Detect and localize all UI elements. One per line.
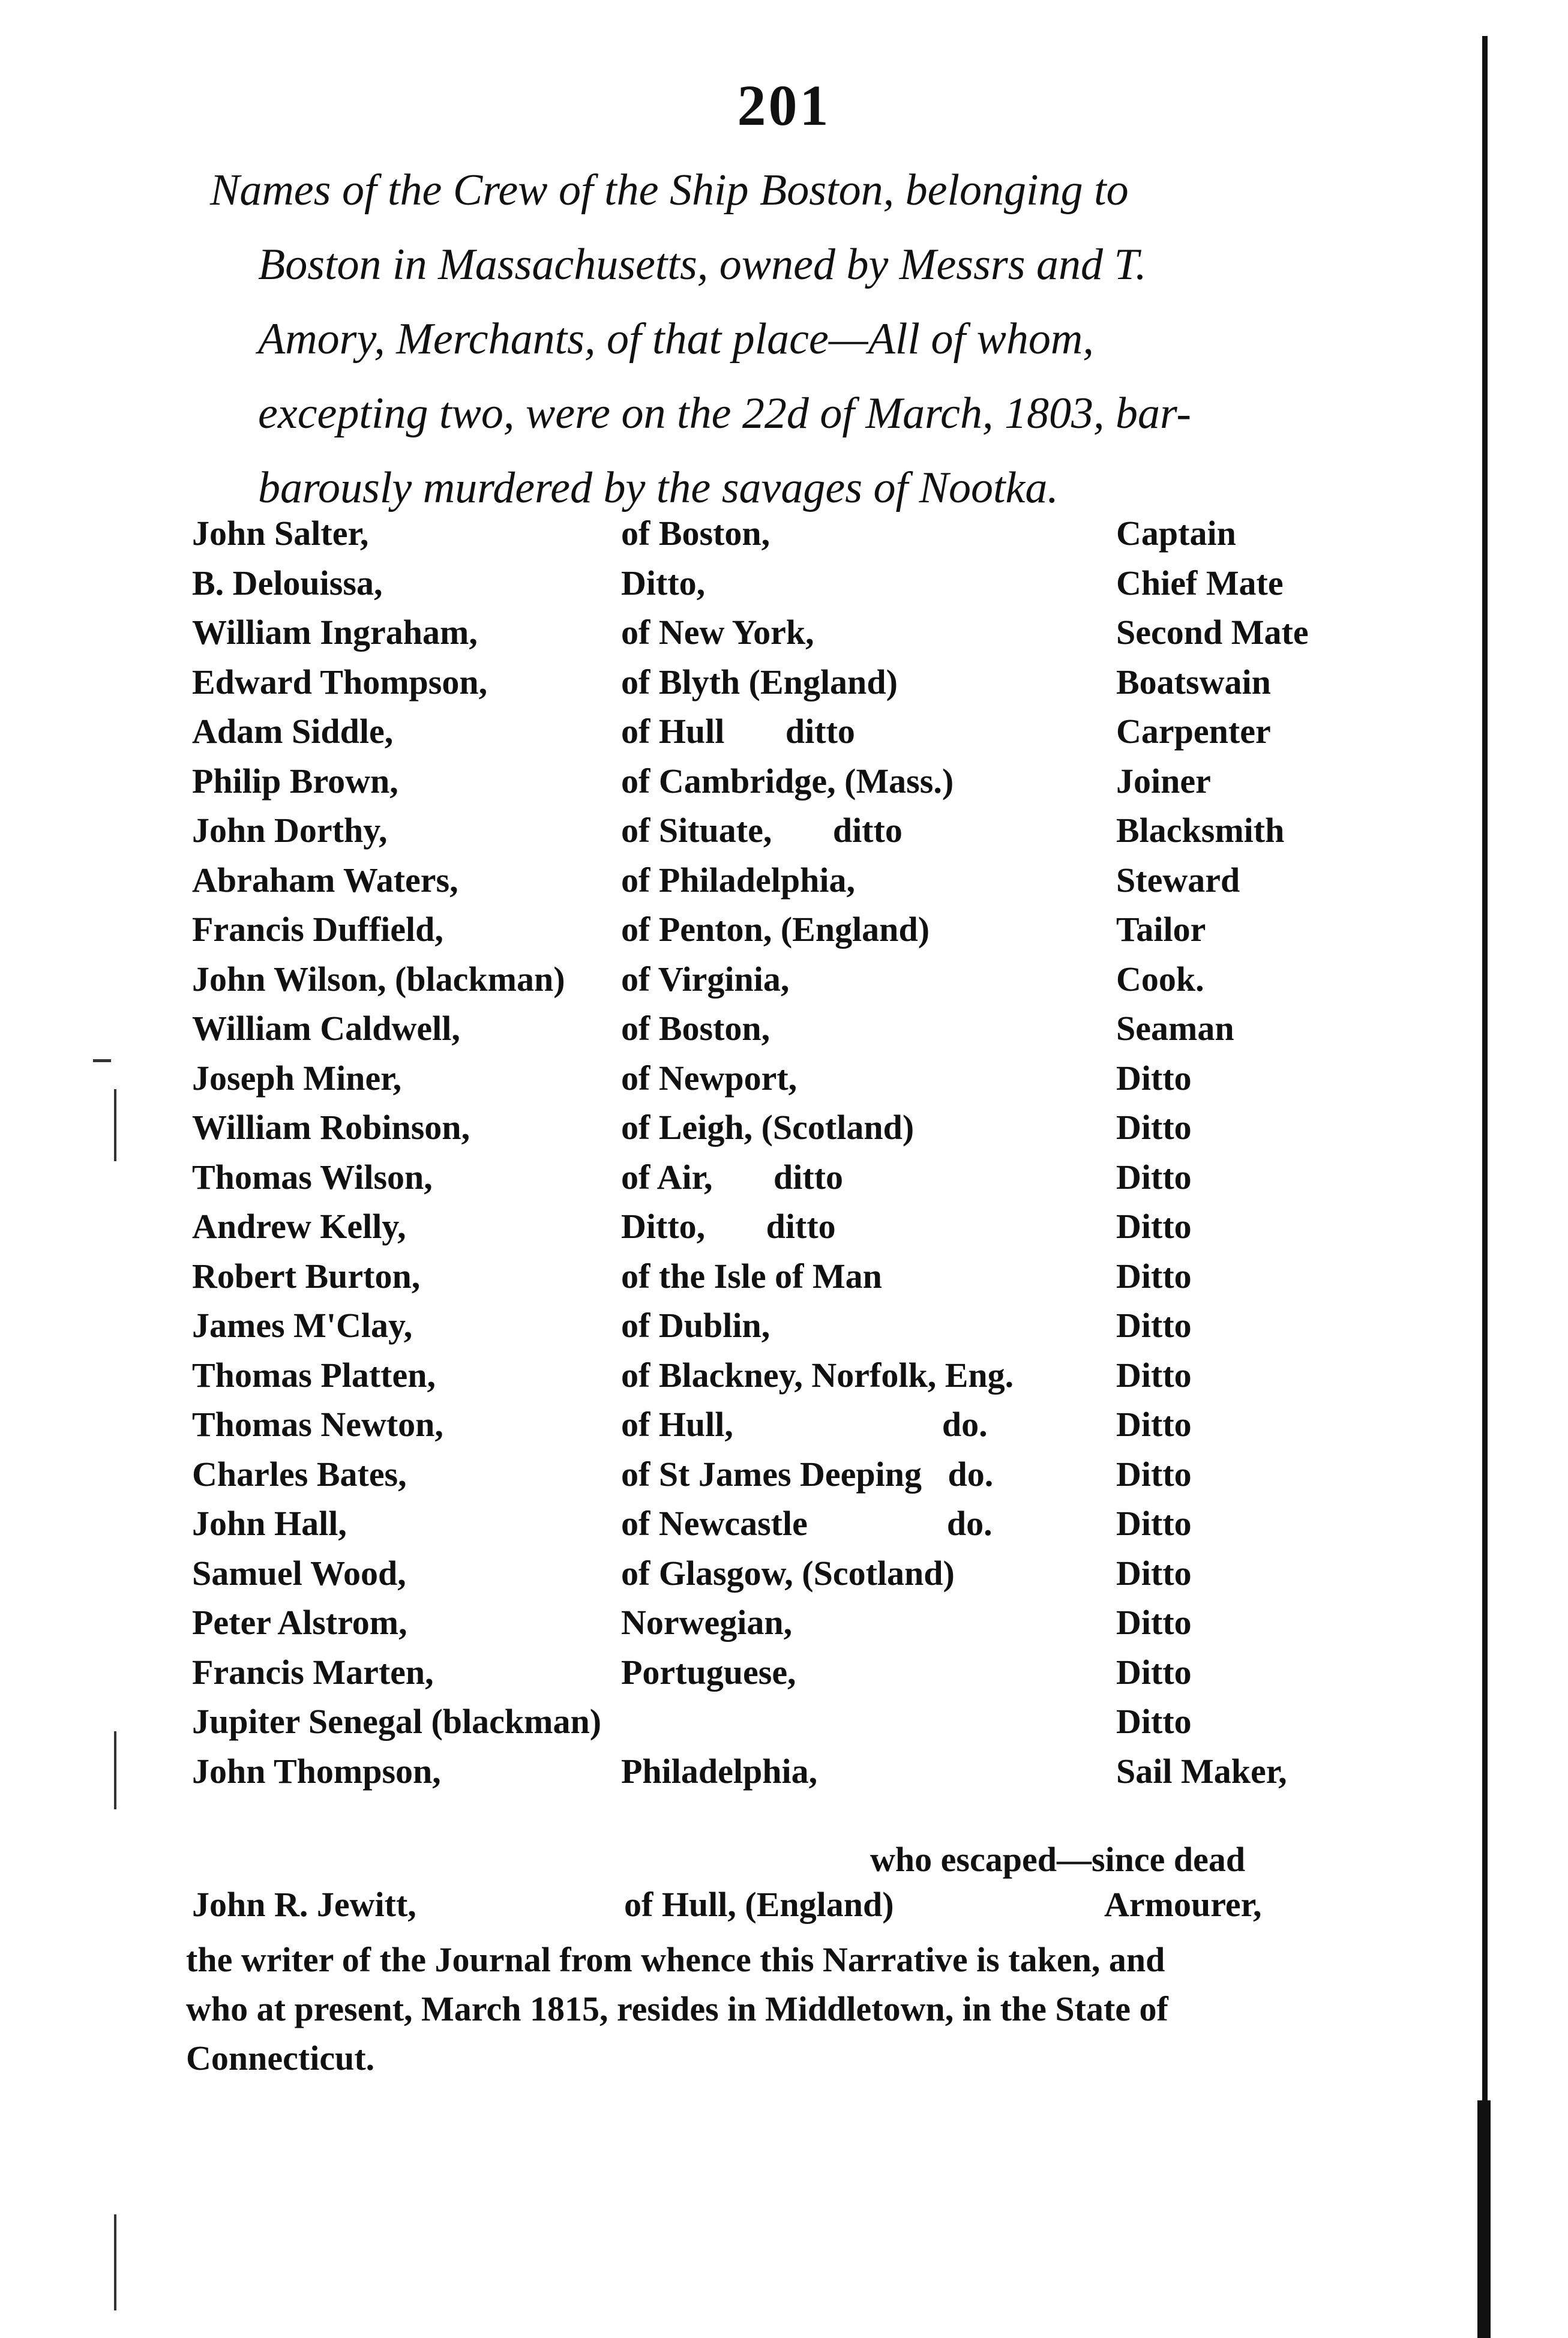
crew-name: Thomas Platten, xyxy=(192,1355,436,1395)
crew-role: Boatswain xyxy=(1116,662,1271,702)
crew-row xyxy=(192,1058,1380,1108)
crew-origin: of Hull ditto xyxy=(621,712,855,751)
crew-name: Peter Alstrom, xyxy=(192,1603,407,1642)
crew-role: Ditto xyxy=(1116,1652,1192,1692)
crew-origin: of Dublin, xyxy=(621,1306,770,1345)
crew-list-heading xyxy=(210,153,1380,525)
heading-line: Names of the Crew of the Ship Boston, belonging to xyxy=(210,166,1129,215)
crew-name: John Wilson, (blackman) xyxy=(192,959,565,999)
crew-name: B. Delouissa, xyxy=(192,563,383,603)
crew-row xyxy=(192,1751,1380,1801)
crew-name: Samuel Wood, xyxy=(192,1553,406,1593)
crew-name: Adam Siddle, xyxy=(192,712,394,751)
crew-name: William Caldwell, xyxy=(192,1009,460,1048)
crew-role: Ditto xyxy=(1116,1603,1192,1642)
crew-role: Ditto xyxy=(1116,1454,1192,1494)
crew-row xyxy=(192,1157,1380,1207)
heading-line: excepting two, were on the 22d of March, 1803, bar- xyxy=(258,389,1191,438)
page-number: 201 xyxy=(737,73,831,137)
crew-name: Jupiter Senegal (blackman) xyxy=(192,1702,602,1741)
crew-row xyxy=(192,513,1380,563)
margin-mark xyxy=(114,2214,116,2310)
crew-row xyxy=(192,711,1380,761)
crew-origin: of Hull, do. xyxy=(621,1405,988,1444)
crew-name: John Hall, xyxy=(192,1504,347,1543)
margin-mark xyxy=(114,1089,116,1161)
crew-role: Ditto xyxy=(1116,1405,1192,1444)
crew-row xyxy=(192,1355,1380,1405)
crew-role: Steward xyxy=(1116,860,1240,900)
crew-role: Ditto xyxy=(1116,1702,1192,1741)
crew-origin: Norwegian, xyxy=(621,1603,793,1642)
closing-note xyxy=(186,1935,1356,2083)
crew-row xyxy=(192,1107,1380,1157)
crew-row xyxy=(192,1206,1380,1256)
crew-row xyxy=(192,1553,1380,1603)
crew-row xyxy=(192,761,1380,811)
crew-name: John Salter, xyxy=(192,514,369,553)
closing-line: who at present, March 1815, resides in Middletown, in the State of xyxy=(186,1989,1168,2028)
crew-origin: of Boston, xyxy=(621,1009,770,1048)
heading-line: Amory, Merchants, of that place—All of whom, xyxy=(258,314,1094,364)
crew-role: Sail Maker, xyxy=(1116,1751,1287,1791)
escaped-note: who escaped—since dead xyxy=(870,1840,1246,1879)
page-edge-rule xyxy=(1482,36,1488,2338)
crew-origin: of Blyth (England) xyxy=(621,662,898,702)
crew-origin: of Air, ditto xyxy=(621,1157,844,1197)
crew-role: Tailor xyxy=(1116,910,1206,949)
crew-role: Seaman xyxy=(1116,1009,1234,1048)
crew-name: Francis Marten, xyxy=(192,1652,434,1692)
crew-role: Ditto xyxy=(1116,1256,1192,1296)
crew-row xyxy=(192,810,1380,860)
crew-name: Francis Duffield, xyxy=(192,910,443,949)
crew-row xyxy=(192,860,1380,910)
margin-mark xyxy=(93,1059,111,1062)
crew-origin: of St James Deeping do. xyxy=(621,1454,994,1494)
crew-row xyxy=(192,1701,1380,1751)
crew-origin: of Hull, (England) xyxy=(624,1885,894,1924)
crew-origin: of Philadelphia, xyxy=(621,860,855,900)
crew-origin: of New York, xyxy=(621,613,814,652)
crew-name: Robert Burton, xyxy=(192,1256,421,1296)
crew-name: James M'Clay, xyxy=(192,1306,413,1345)
crew-row xyxy=(192,959,1380,1009)
crew-row xyxy=(192,1008,1380,1058)
crew-origin: of Leigh, (Scotland) xyxy=(621,1108,915,1147)
closing-line: the writer of the Journal from whence this Narrative is taken, and xyxy=(186,1940,1165,1979)
crew-role: Blacksmith xyxy=(1116,811,1285,850)
crew-row xyxy=(192,1256,1380,1306)
crew-row xyxy=(192,1602,1380,1652)
crew-row xyxy=(192,612,1380,662)
crew-origin: of Newcastle do. xyxy=(621,1504,993,1543)
crew-role: Ditto xyxy=(1116,1504,1192,1543)
crew-row xyxy=(192,563,1380,613)
crew-origin: of Blackney, Norfolk, Eng. xyxy=(621,1355,1014,1395)
crew-origin: Ditto, ditto xyxy=(621,1207,836,1246)
crew-row xyxy=(192,1454,1380,1504)
crew-role: Joiner xyxy=(1116,761,1211,801)
crew-origin: of the Isle of Man xyxy=(621,1256,882,1296)
crew-role: Second Mate xyxy=(1116,613,1309,652)
crew-name: Charles Bates, xyxy=(192,1454,407,1494)
crew-name: William Robinson, xyxy=(192,1108,470,1147)
crew-name: Andrew Kelly, xyxy=(192,1207,406,1246)
crew-role: Chief Mate xyxy=(1116,563,1284,603)
crew-list xyxy=(192,513,1380,1800)
crew-role: Ditto xyxy=(1116,1108,1192,1147)
page-edge-rule-thick xyxy=(1477,2100,1491,2338)
margin-mark xyxy=(114,1731,116,1809)
crew-row xyxy=(192,1404,1380,1454)
crew-role: Captain xyxy=(1116,514,1236,553)
crew-name: Philip Brown, xyxy=(192,761,398,801)
crew-role: Ditto xyxy=(1116,1355,1192,1395)
crew-role: Ditto xyxy=(1116,1058,1192,1098)
crew-name: John R. Jewitt, xyxy=(192,1885,416,1924)
crew-name: Thomas Wilson, xyxy=(192,1157,433,1197)
crew-row xyxy=(192,662,1380,712)
crew-role: Carpenter xyxy=(1116,712,1271,751)
crew-origin: of Boston, xyxy=(621,514,770,553)
crew-name: Thomas Newton, xyxy=(192,1405,443,1444)
crew-name: Abraham Waters, xyxy=(192,860,458,900)
crew-role: Ditto xyxy=(1116,1157,1192,1197)
crew-name: Edward Thompson, xyxy=(192,662,488,702)
crew-role: Cook. xyxy=(1116,959,1204,999)
crew-row-jewitt xyxy=(192,1884,1380,1934)
crew-role: Armourer, xyxy=(1104,1885,1262,1924)
crew-origin: Philadelphia, xyxy=(621,1751,818,1791)
crew-origin: of Situate, ditto xyxy=(621,811,903,850)
crew-row xyxy=(192,1305,1380,1355)
crew-origin: Portuguese, xyxy=(621,1652,796,1692)
crew-name: Joseph Miner, xyxy=(192,1058,402,1098)
closing-line: Connecticut. xyxy=(186,2039,375,2078)
crew-row xyxy=(192,1503,1380,1553)
heading-line: Boston in Massachusetts, owned by Messrs and T. xyxy=(258,240,1147,289)
crew-origin: of Glasgow, (Scotland) xyxy=(621,1553,955,1593)
crew-origin: of Penton, (England) xyxy=(621,910,930,949)
crew-origin: of Virginia, xyxy=(621,959,790,999)
crew-origin: Ditto, xyxy=(621,563,706,603)
crew-role: Ditto xyxy=(1116,1207,1192,1246)
crew-name: John Dorthy, xyxy=(192,811,388,850)
crew-row xyxy=(192,1652,1380,1702)
crew-role: Ditto xyxy=(1116,1306,1192,1345)
heading-line: barously murdered by the savages of Nootka. xyxy=(258,463,1059,512)
crew-row xyxy=(192,909,1380,959)
crew-origin: of Newport, xyxy=(621,1058,798,1098)
crew-role: Ditto xyxy=(1116,1553,1192,1593)
crew-origin: of Cambridge, (Mass.) xyxy=(621,761,954,801)
crew-name: William Ingraham, xyxy=(192,613,478,652)
crew-name: John Thompson, xyxy=(192,1751,441,1791)
